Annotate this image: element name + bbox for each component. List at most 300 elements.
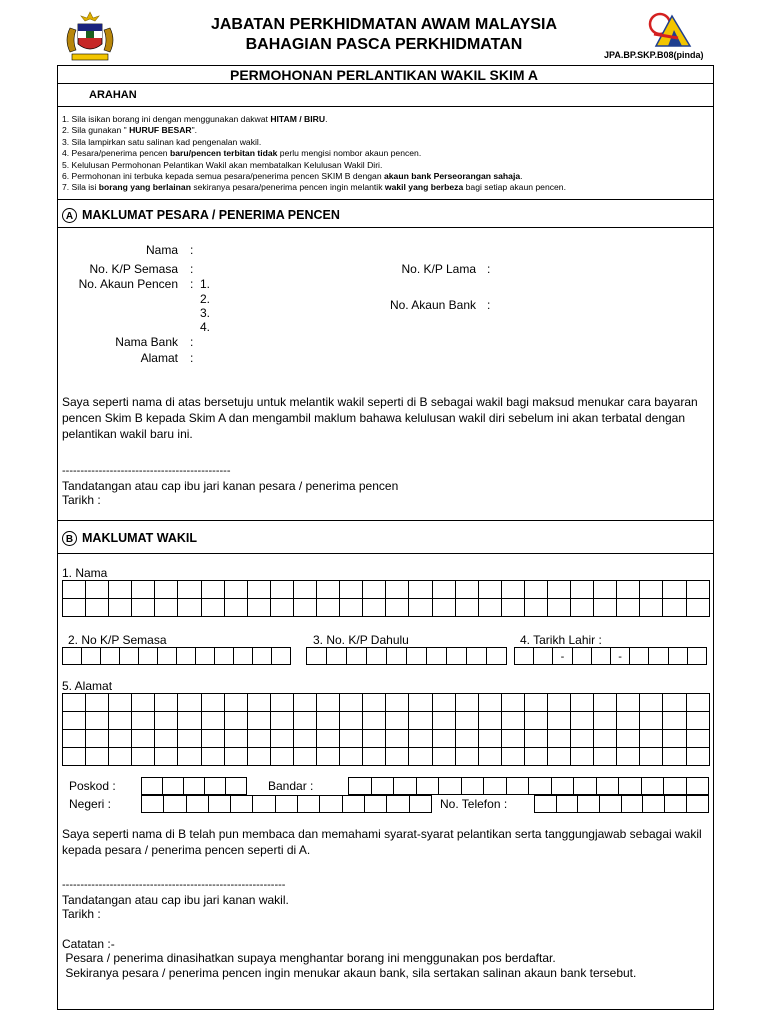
input-box-cell[interactable] xyxy=(208,795,231,813)
input-box-cell[interactable] xyxy=(409,795,432,813)
input-box-cell[interactable] xyxy=(270,711,294,730)
input-box-cell[interactable] xyxy=(524,598,548,617)
instructions-list xyxy=(62,114,566,194)
input-box-cell[interactable] xyxy=(366,647,387,665)
input-box-cell[interactable] xyxy=(455,729,479,748)
input-box-cell[interactable] xyxy=(483,777,507,795)
input-box-cell[interactable] xyxy=(408,729,432,748)
input-box-cell[interactable] xyxy=(224,693,248,712)
input-box-cell[interactable] xyxy=(621,795,644,813)
bandar-boxes[interactable] xyxy=(349,777,709,795)
input-box-cell[interactable] xyxy=(533,647,553,665)
instruction-text: 2. Sila gunakan " xyxy=(62,125,130,136)
input-box-cell[interactable] xyxy=(108,580,132,599)
input-box-cell[interactable] xyxy=(157,647,177,665)
colon: : xyxy=(190,277,194,291)
input-box-cell[interactable] xyxy=(547,729,571,748)
input-box-cell[interactable] xyxy=(663,777,687,795)
input-box-cell[interactable] xyxy=(408,711,432,730)
input-box-cell[interactable] xyxy=(177,580,201,599)
input-box-cell[interactable] xyxy=(514,647,534,665)
instruction-emphasis: wakil yang berbeza xyxy=(384,182,464,193)
kp-dahulu-boxes[interactable] xyxy=(307,647,507,665)
akaun-bank-label: No. Akaun Bank xyxy=(389,298,476,312)
input-box-cell[interactable] xyxy=(362,729,386,748)
instruction-text: 4. Pesara/penerima pencen xyxy=(62,148,170,159)
input-box-cell[interactable] xyxy=(247,747,271,766)
input-box-cell[interactable] xyxy=(319,795,342,813)
input-box-cell[interactable] xyxy=(141,777,163,795)
input-box-cell[interactable] xyxy=(247,729,271,748)
input-box-cell[interactable] xyxy=(131,711,155,730)
input-box-cell[interactable] xyxy=(478,598,502,617)
input-box-cell[interactable] xyxy=(85,598,109,617)
input-box-cell[interactable] xyxy=(154,747,178,766)
input-box-cell[interactable] xyxy=(85,747,109,766)
input-box-cell[interactable] xyxy=(119,647,139,665)
input-box-cell[interactable] xyxy=(408,747,432,766)
input-box-cell[interactable] xyxy=(346,647,367,665)
input-box-cell[interactable] xyxy=(593,580,617,599)
input-box-cell[interactable] xyxy=(85,729,109,748)
instruction-text: 7. Sila isi xyxy=(62,182,99,193)
input-box-cell[interactable] xyxy=(478,747,502,766)
input-box-cell[interactable] xyxy=(385,729,409,748)
divider xyxy=(57,83,714,84)
input-box-cell[interactable] xyxy=(224,598,248,617)
department-title: JABATAN PERKHIDMATAN AWAM MALAYSIA xyxy=(210,16,558,33)
kp-semasa-boxes[interactable] xyxy=(63,647,291,665)
input-box-cell[interactable] xyxy=(686,777,710,795)
input-box-cell[interactable] xyxy=(154,711,178,730)
negeri-boxes[interactable] xyxy=(142,795,432,813)
input-box-cell[interactable] xyxy=(551,777,575,795)
input-box-cell[interactable] xyxy=(639,580,663,599)
instruction-text: perlu mengisi nombor akaun pencen. xyxy=(277,148,422,159)
input-box-cell[interactable] xyxy=(616,580,640,599)
input-box-cell[interactable] xyxy=(364,795,387,813)
input-box-cell[interactable] xyxy=(252,647,272,665)
input-box-cell[interactable] xyxy=(639,711,663,730)
input-box-cell[interactable] xyxy=(293,598,317,617)
input-box-cell[interactable] xyxy=(339,711,363,730)
telefon-boxes[interactable] xyxy=(535,795,709,813)
input-box-cell[interactable] xyxy=(534,795,557,813)
address-box-row-3[interactable] xyxy=(63,729,710,748)
colon: : xyxy=(190,243,194,257)
instructions-title: ARAHAN xyxy=(89,89,137,101)
input-box-cell[interactable] xyxy=(506,777,530,795)
input-box-cell[interactable] xyxy=(316,729,340,748)
input-box-cell[interactable] xyxy=(270,598,294,617)
instruction-text: sekiranya pesara/penerima pencen ingin melantik xyxy=(190,182,385,193)
input-box-cell[interactable] xyxy=(201,598,225,617)
input-box-cell[interactable] xyxy=(461,777,485,795)
notes-title: Catatan :- xyxy=(62,937,115,951)
input-box-cell[interactable] xyxy=(432,729,456,748)
input-box-cell[interactable] xyxy=(293,580,317,599)
input-box-cell[interactable] xyxy=(639,693,663,712)
input-box-cell[interactable] xyxy=(85,693,109,712)
input-box-cell[interactable] xyxy=(596,777,620,795)
input-box-cell[interactable] xyxy=(528,777,552,795)
input-box-cell[interactable] xyxy=(108,747,132,766)
name-box-row-1[interactable] xyxy=(63,580,710,599)
input-box-cell[interactable] xyxy=(131,580,155,599)
input-box-cell[interactable] xyxy=(108,729,132,748)
input-box-cell[interactable] xyxy=(342,795,365,813)
input-box-cell[interactable] xyxy=(478,580,502,599)
input-box-cell[interactable] xyxy=(629,647,649,665)
input-box-cell[interactable] xyxy=(524,711,548,730)
input-box-cell[interactable] xyxy=(664,795,687,813)
instruction-emphasis: borang yang berlainan xyxy=(98,182,191,193)
input-box-cell[interactable] xyxy=(455,580,479,599)
input-box-cell[interactable] xyxy=(204,777,226,795)
input-box-cell[interactable] xyxy=(163,795,186,813)
tarikh-lahir-boxes[interactable] xyxy=(515,647,707,665)
input-box-cell[interactable] xyxy=(408,580,432,599)
input-box-cell[interactable] xyxy=(686,747,710,766)
input-box-cell[interactable] xyxy=(293,747,317,766)
input-box-cell[interactable] xyxy=(432,580,456,599)
poskod-label: Poskod : xyxy=(69,779,116,793)
input-box-cell[interactable] xyxy=(270,693,294,712)
input-box-cell[interactable] xyxy=(662,693,686,712)
input-box-cell[interactable] xyxy=(686,729,710,748)
instruction-emphasis: baru/pencen terbitan tidak xyxy=(169,148,278,159)
input-box-cell[interactable] xyxy=(416,777,440,795)
name-label: Nama xyxy=(145,243,178,257)
divider xyxy=(57,199,714,200)
input-box-cell[interactable] xyxy=(547,580,571,599)
input-box-cell[interactable] xyxy=(339,747,363,766)
wakil-tarikh-lahir-label: 4. Tarikh Lahir : xyxy=(520,633,602,647)
input-box-cell[interactable] xyxy=(293,729,317,748)
input-box-cell[interactable] xyxy=(426,647,447,665)
input-box-cell[interactable] xyxy=(371,777,395,795)
input-box-cell[interactable] xyxy=(432,711,456,730)
input-box-cell[interactable] xyxy=(408,598,432,617)
input-box-cell[interactable] xyxy=(293,711,317,730)
input-box-cell[interactable] xyxy=(362,693,386,712)
wakil-kp-semasa-label: 2. No K/P Semasa xyxy=(68,633,167,647)
input-box-cell[interactable] xyxy=(446,647,467,665)
input-box-cell[interactable] xyxy=(501,729,525,748)
input-box-cell[interactable] xyxy=(547,711,571,730)
input-box-cell[interactable] xyxy=(224,580,248,599)
input-box-cell[interactable] xyxy=(466,647,487,665)
input-box-cell[interactable] xyxy=(686,580,710,599)
input-box-cell[interactable] xyxy=(385,580,409,599)
input-box-cell[interactable] xyxy=(177,747,201,766)
input-box-cell[interactable] xyxy=(177,598,201,617)
input-box-cell[interactable] xyxy=(316,580,340,599)
input-box-cell[interactable] xyxy=(177,729,201,748)
input-box-cell[interactable] xyxy=(339,693,363,712)
input-box-cell[interactable] xyxy=(224,711,248,730)
input-box-cell[interactable] xyxy=(177,711,201,730)
input-box-cell[interactable] xyxy=(478,693,502,712)
input-box-cell[interactable] xyxy=(547,598,571,617)
input-box-cell[interactable] xyxy=(432,693,456,712)
input-box-cell[interactable] xyxy=(577,795,600,813)
input-box-cell[interactable] xyxy=(316,711,340,730)
input-box-cell[interactable] xyxy=(85,711,109,730)
input-box-cell[interactable] xyxy=(62,598,86,617)
input-box-cell[interactable] xyxy=(316,598,340,617)
input-box-cell[interactable] xyxy=(408,693,432,712)
input-box-cell[interactable] xyxy=(131,747,155,766)
input-box-cell[interactable] xyxy=(108,693,132,712)
account-number-1: 1. xyxy=(200,277,211,291)
input-box-cell[interactable] xyxy=(362,598,386,617)
input-box-cell[interactable] xyxy=(438,777,462,795)
input-box-cell[interactable] xyxy=(593,693,617,712)
input-box-cell[interactable] xyxy=(593,729,617,748)
divider xyxy=(57,106,714,107)
input-box-cell[interactable] xyxy=(138,647,158,665)
input-box-cell[interactable] xyxy=(486,647,507,665)
input-box-cell[interactable] xyxy=(642,795,665,813)
input-box-cell[interactable] xyxy=(233,647,253,665)
input-box-cell[interactable] xyxy=(62,647,82,665)
date-separator-cell[interactable]: - xyxy=(610,647,630,665)
input-box-cell[interactable] xyxy=(662,580,686,599)
input-box-cell[interactable] xyxy=(186,795,209,813)
input-box-cell[interactable] xyxy=(616,747,640,766)
input-box-cell[interactable] xyxy=(230,795,253,813)
instruction-text: 6. Permohonan ini terbuka kepada semua pesara/penerima pencen SKIM B dengan xyxy=(62,171,384,182)
input-box-cell[interactable] xyxy=(362,580,386,599)
input-box-cell[interactable] xyxy=(648,647,668,665)
input-box-cell[interactable] xyxy=(524,729,548,748)
input-box-cell[interactable] xyxy=(270,580,294,599)
input-box-cell[interactable] xyxy=(686,693,710,712)
input-box-cell[interactable] xyxy=(386,795,409,813)
input-box-cell[interactable] xyxy=(225,777,247,795)
input-box-cell[interactable] xyxy=(154,598,178,617)
input-box-cell[interactable] xyxy=(455,711,479,730)
input-box-cell[interactable] xyxy=(599,795,622,813)
input-box-cell[interactable] xyxy=(131,598,155,617)
input-box-cell[interactable] xyxy=(501,711,525,730)
input-box-cell[interactable] xyxy=(293,693,317,712)
input-box-cell[interactable] xyxy=(616,729,640,748)
input-box-cell[interactable] xyxy=(385,711,409,730)
input-box-cell[interactable] xyxy=(686,598,710,617)
input-box-cell[interactable] xyxy=(270,747,294,766)
input-box-cell[interactable] xyxy=(362,747,386,766)
instruction-item xyxy=(62,160,566,171)
input-box-cell[interactable] xyxy=(524,580,548,599)
input-box-cell[interactable] xyxy=(386,647,407,665)
input-box-cell[interactable] xyxy=(501,747,525,766)
input-box-cell[interactable] xyxy=(162,777,184,795)
input-box-cell[interactable] xyxy=(573,777,597,795)
input-box-cell[interactable] xyxy=(316,693,340,712)
input-box-cell[interactable] xyxy=(570,693,594,712)
signature-line-a: ---------------------------------------------- xyxy=(62,465,231,477)
input-box-cell[interactable] xyxy=(524,693,548,712)
input-box-cell[interactable] xyxy=(547,747,571,766)
input-box-cell[interactable] xyxy=(201,580,225,599)
input-box-cell[interactable] xyxy=(618,777,642,795)
address-box-row-4[interactable] xyxy=(63,747,710,766)
input-box-cell[interactable] xyxy=(183,777,205,795)
input-box-cell[interactable] xyxy=(570,598,594,617)
input-box-cell[interactable] xyxy=(393,777,417,795)
input-box-cell[interactable] xyxy=(641,777,665,795)
input-box-cell[interactable] xyxy=(501,693,525,712)
input-box-cell[interactable] xyxy=(662,598,686,617)
input-box-cell[interactable] xyxy=(593,747,617,766)
input-box-cell[interactable] xyxy=(687,647,707,665)
input-box-cell[interactable] xyxy=(224,747,248,766)
input-box-cell[interactable] xyxy=(85,580,109,599)
input-box-cell[interactable] xyxy=(306,647,327,665)
kp-lama-label: No. K/P Lama xyxy=(401,262,476,276)
input-box-cell[interactable] xyxy=(501,598,525,617)
input-box-cell[interactable] xyxy=(385,747,409,766)
input-box-cell[interactable] xyxy=(201,711,225,730)
input-box-cell[interactable] xyxy=(593,598,617,617)
instruction-item xyxy=(62,182,566,193)
input-box-cell[interactable] xyxy=(406,647,427,665)
input-box-cell[interactable] xyxy=(154,729,178,748)
input-box-cell[interactable] xyxy=(662,711,686,730)
input-box-cell[interactable] xyxy=(247,711,271,730)
instruction-item xyxy=(62,137,566,148)
input-box-cell[interactable] xyxy=(201,747,225,766)
instruction-text: . xyxy=(325,114,328,124)
input-box-cell[interactable] xyxy=(616,693,640,712)
input-box-cell[interactable] xyxy=(362,711,386,730)
kp-semasa-label: No. K/P Semasa xyxy=(89,262,178,276)
input-box-cell[interactable] xyxy=(593,711,617,730)
input-box-cell[interactable] xyxy=(247,693,271,712)
input-box-cell[interactable] xyxy=(662,747,686,766)
negeri-label: Negeri : xyxy=(69,797,112,811)
input-box-cell[interactable] xyxy=(501,580,525,599)
input-box-cell[interactable] xyxy=(547,693,571,712)
input-box-cell[interactable] xyxy=(570,747,594,766)
input-box-cell[interactable] xyxy=(100,647,120,665)
input-box-cell[interactable] xyxy=(639,747,663,766)
input-box-cell[interactable] xyxy=(326,647,347,665)
input-box-cell[interactable] xyxy=(62,711,86,730)
name-box-row-2[interactable] xyxy=(63,598,710,617)
input-box-cell[interactable] xyxy=(201,693,225,712)
input-box-cell[interactable] xyxy=(455,747,479,766)
input-box-cell[interactable] xyxy=(432,747,456,766)
input-box-cell[interactable] xyxy=(247,580,271,599)
input-box-cell[interactable] xyxy=(108,711,132,730)
input-box-cell[interactable] xyxy=(62,693,86,712)
input-box-cell[interactable] xyxy=(616,598,640,617)
input-box-cell[interactable] xyxy=(639,729,663,748)
input-box-cell[interactable] xyxy=(108,598,132,617)
input-box-cell[interactable] xyxy=(686,795,709,813)
address-box-row-2[interactable] xyxy=(63,711,710,730)
form-code: JPA.BP.SKP.B08(pinda) xyxy=(604,50,704,60)
wakil-kp-dahulu-label: 3. No. K/P Dahulu xyxy=(313,633,409,647)
input-box-cell[interactable] xyxy=(348,777,372,795)
input-box-cell[interactable] xyxy=(478,711,502,730)
input-box-cell[interactable] xyxy=(154,580,178,599)
alamat-label: Alamat xyxy=(140,351,178,365)
address-box-row-1[interactable] xyxy=(63,693,710,712)
input-box-cell[interactable] xyxy=(455,693,479,712)
input-box-cell[interactable] xyxy=(686,711,710,730)
input-box-cell[interactable] xyxy=(141,795,164,813)
telefon-label: No. Telefon : xyxy=(440,797,508,811)
input-box-cell[interactable] xyxy=(570,580,594,599)
input-box-cell[interactable] xyxy=(339,598,363,617)
input-box-cell[interactable] xyxy=(275,795,298,813)
input-box-cell[interactable] xyxy=(176,647,196,665)
input-box-cell[interactable] xyxy=(668,647,688,665)
input-box-cell[interactable] xyxy=(455,598,479,617)
input-box-cell[interactable] xyxy=(339,729,363,748)
input-box-cell[interactable] xyxy=(339,580,363,599)
date-separator-cell[interactable]: - xyxy=(552,647,572,665)
consent-paragraph-a: Saya seperti nama di atas bersetuju untuk melantik wakil seperti di B sebagai wakil bagi maksud menukar cara bayaran pencen Skim B kepada Skim A dan mengambil maklum bahawa kelulusan wakil diri sebelum ini akan terbatal dengan pelantikan wakil baru ini. xyxy=(62,395,698,441)
nama-bank-label: Nama Bank xyxy=(115,335,178,349)
instruction-emphasis: HURUF BESAR xyxy=(129,125,192,136)
input-box-cell[interactable] xyxy=(271,647,291,665)
input-box-cell[interactable] xyxy=(432,598,456,617)
input-box-cell[interactable] xyxy=(131,693,155,712)
input-box-cell[interactable] xyxy=(316,747,340,766)
input-box-cell[interactable] xyxy=(297,795,320,813)
input-box-cell[interactable] xyxy=(478,729,502,748)
input-box-cell[interactable] xyxy=(385,598,409,617)
input-box-cell[interactable] xyxy=(616,711,640,730)
poskod-boxes[interactable] xyxy=(142,777,247,795)
input-box-cell[interactable] xyxy=(62,729,86,748)
input-box-cell[interactable] xyxy=(154,693,178,712)
input-box-cell[interactable] xyxy=(195,647,215,665)
input-box-cell[interactable] xyxy=(177,693,201,712)
input-box-cell[interactable] xyxy=(252,795,275,813)
input-box-cell[interactable] xyxy=(247,598,271,617)
input-box-cell[interactable] xyxy=(524,747,548,766)
input-box-cell[interactable] xyxy=(62,747,86,766)
signature-label-b: Tandatangan atau cap ibu jari kanan wakil. xyxy=(62,893,289,907)
input-box-cell[interactable] xyxy=(224,729,248,748)
input-box-cell[interactable] xyxy=(556,795,579,813)
input-box-cell[interactable] xyxy=(214,647,234,665)
instruction-text: 1. Sila isikan borang ini dengan menggunakan dakwat xyxy=(62,114,271,124)
input-box-cell[interactable] xyxy=(591,647,611,665)
input-box-cell[interactable] xyxy=(385,693,409,712)
input-box-cell[interactable] xyxy=(270,729,294,748)
wakil-name-label: 1. Nama xyxy=(62,566,108,580)
input-box-cell[interactable] xyxy=(201,729,225,748)
instruction-text: bagi setiap akaun pencen. xyxy=(463,182,566,193)
input-box-cell[interactable] xyxy=(570,729,594,748)
input-box-cell[interactable] xyxy=(131,729,155,748)
input-box-cell[interactable] xyxy=(572,647,592,665)
date-label-a: Tarikh : xyxy=(62,493,101,507)
instruction-item xyxy=(62,148,566,159)
input-box-cell[interactable] xyxy=(639,598,663,617)
input-box-cell[interactable] xyxy=(570,711,594,730)
input-box-cell[interactable] xyxy=(81,647,101,665)
input-box-cell[interactable] xyxy=(62,580,86,599)
input-box-cell[interactable] xyxy=(662,729,686,748)
